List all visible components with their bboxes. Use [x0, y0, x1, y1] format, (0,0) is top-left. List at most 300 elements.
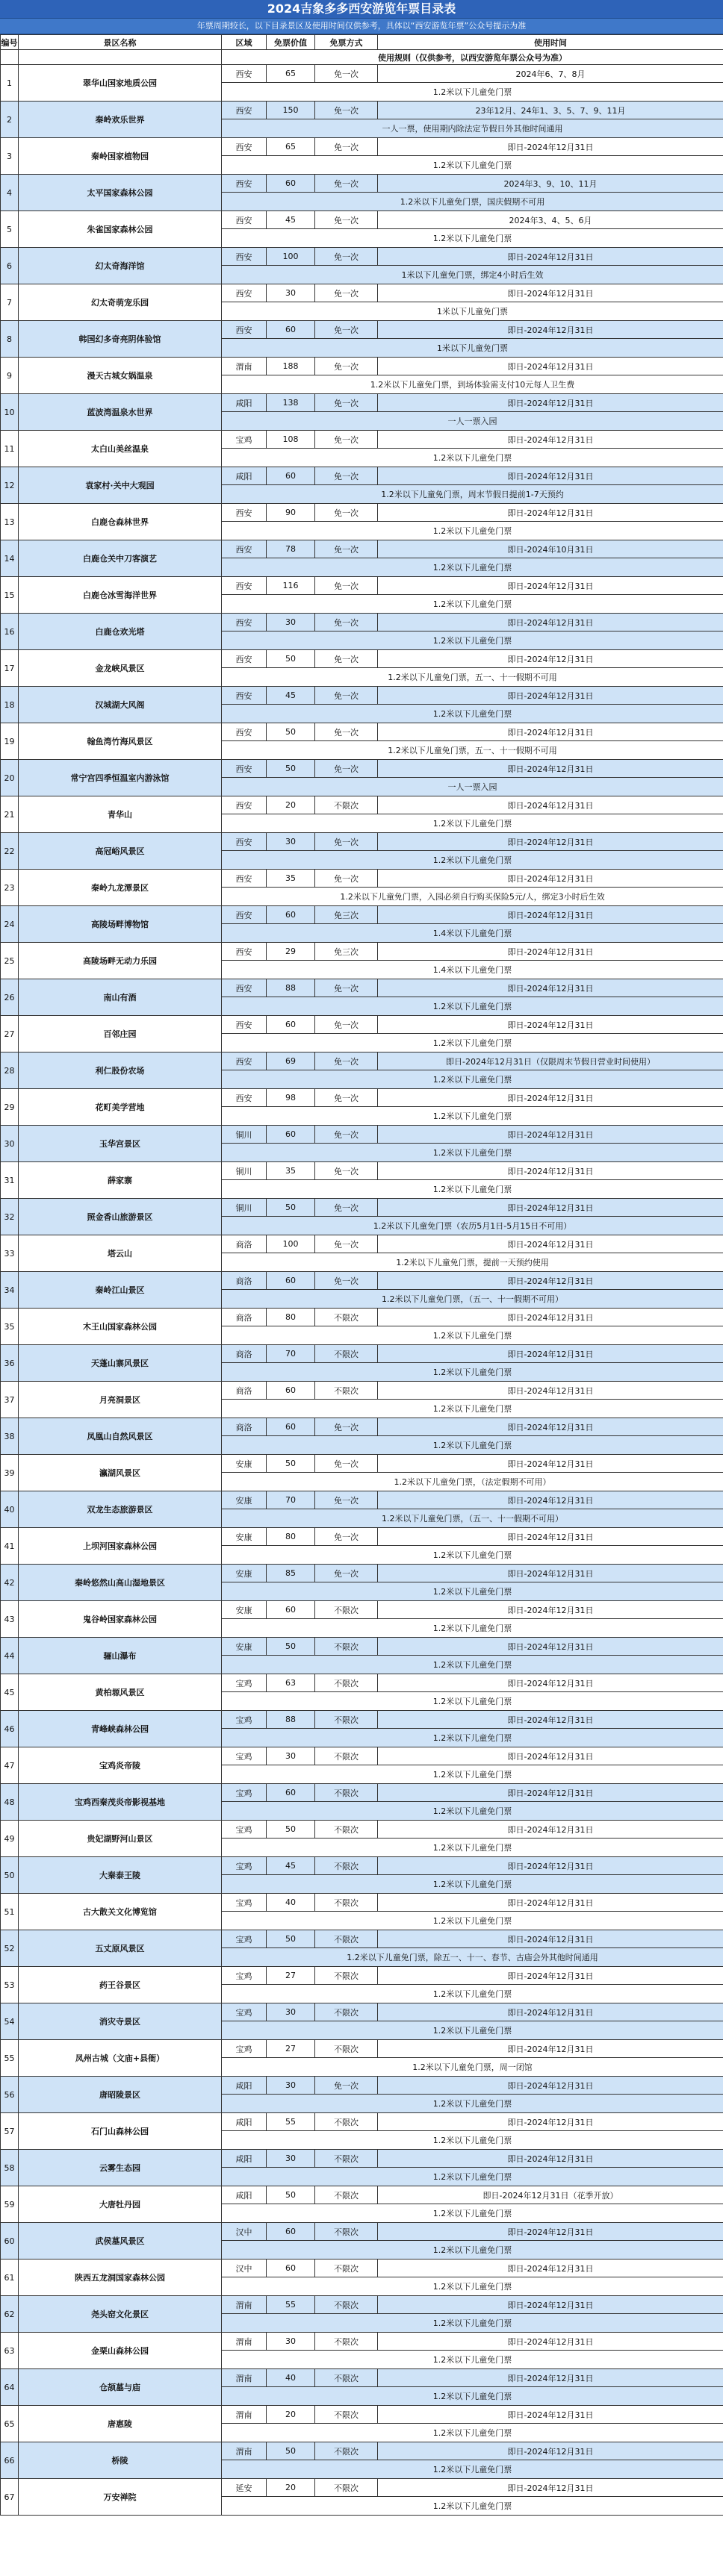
usage-time: 即日-2024年12月31日: [378, 1491, 723, 1509]
ticket-value: 60: [267, 1272, 315, 1290]
row-number: 66: [1, 2442, 19, 2479]
table-row: [1, 1528, 723, 1546]
ticket-value: 70: [267, 1491, 315, 1509]
row-number: 8: [1, 321, 19, 358]
ticket-value: 55: [267, 2296, 315, 2314]
row-number: 21: [1, 796, 19, 833]
table-row: [1, 943, 723, 961]
table-row: [1, 2260, 723, 2277]
region: 商洛: [222, 1418, 267, 1436]
exemption-mode: 免一次: [315, 979, 378, 997]
table-row: [1, 175, 723, 193]
ticket-value: 27: [267, 2040, 315, 2058]
ticket-value: 80: [267, 1528, 315, 1546]
exemption-mode: 免一次: [315, 358, 378, 375]
usage-time: 即日-2024年12月31日: [378, 1565, 723, 1582]
table-row: [1, 540, 723, 558]
usage-note: 1米以下儿童免门票，绑定4小时后生效: [222, 266, 723, 284]
usage-note: 1.2米以下儿童免门票: [222, 2424, 723, 2442]
region: 安康: [222, 1528, 267, 1546]
usage-note: 1.2米以下儿童免门票: [222, 1802, 723, 1821]
ticket-value: 60: [267, 1126, 315, 1144]
usage-note: 1.2米以下儿童免门票，除五一、十一、春节、古庙会外其他时间通用: [222, 1948, 723, 1967]
exemption-mode: 不限次: [315, 2369, 378, 2387]
table-row: [1, 1638, 723, 1656]
exemption-mode: 不限次: [315, 1638, 378, 1656]
usage-note: 1.2米以下儿童免门票: [222, 1985, 723, 2003]
table-row: [1, 2077, 723, 2095]
table-row: [1, 1052, 723, 1070]
usage-time: 即日-2024年12月31日: [378, 138, 723, 156]
region: 咸阳: [222, 2186, 267, 2204]
region: 宝鸡: [222, 1711, 267, 1729]
exemption-mode: 不限次: [315, 1345, 378, 1363]
region: 宝鸡: [222, 1894, 267, 1912]
region: 宝鸡: [222, 1784, 267, 1802]
ticket-value: 27: [267, 1967, 315, 1985]
table-row: [1, 358, 723, 375]
exemption-mode: 免一次: [315, 1272, 378, 1290]
row-number: 3: [1, 138, 19, 175]
exemption-mode: 不限次: [315, 1784, 378, 1802]
scenic-name: 药王谷景区: [19, 1967, 222, 2003]
scenic-name: 青峰峡森林公园: [19, 1711, 222, 1747]
scenic-name: 常宁宫四季恒温室内游泳馆: [19, 760, 222, 796]
row-number: 19: [1, 723, 19, 760]
region: 安康: [222, 1601, 267, 1619]
usage-time: 即日-2024年12月31日: [378, 943, 723, 961]
region: 宝鸡: [222, 431, 267, 449]
ticket-value: 85: [267, 1565, 315, 1582]
table-row: [1, 906, 723, 924]
row-number: 31: [1, 1162, 19, 1199]
exemption-mode: 免一次: [315, 211, 378, 229]
scenic-name: 袁家村·关中大观园: [19, 467, 222, 504]
exemption-mode: 免一次: [315, 1491, 378, 1509]
table-row: [1, 2003, 723, 2021]
catalog-table: [0, 34, 723, 2516]
table-row: [1, 650, 723, 668]
col-value: 免票价值: [267, 35, 315, 50]
row-number: 44: [1, 1638, 19, 1674]
ticket-value: 138: [267, 394, 315, 412]
region: 渭南: [222, 2333, 267, 2351]
col-region: 区域: [222, 35, 267, 50]
exemption-mode: 免一次: [315, 687, 378, 705]
col-time: 使用时间: [378, 35, 723, 50]
usage-time: 即日-2024年12月31日: [378, 284, 723, 302]
usage-time: 2024年6、7、8月: [378, 65, 723, 83]
scenic-name: 秦岭悠然山高山湿地景区: [19, 1565, 222, 1601]
row-number: 40: [1, 1491, 19, 1528]
exemption-mode: 不限次: [315, 2442, 378, 2460]
region: 西安: [222, 65, 267, 83]
ticket-value: 116: [267, 577, 315, 595]
exemption-mode: 免一次: [315, 1162, 378, 1180]
scenic-name: 仓颉墓与庙: [19, 2369, 222, 2406]
row-number: 33: [1, 1235, 19, 1272]
region: 西安: [222, 979, 267, 997]
usage-note: 1.2米以下儿童免门票: [222, 1144, 723, 1162]
ticket-value: 69: [267, 1052, 315, 1070]
usage-note: 1.2米以下儿童免门票: [222, 1070, 723, 1089]
table-row: [1, 1162, 723, 1180]
region: 西安: [222, 833, 267, 851]
exemption-mode: 免一次: [315, 284, 378, 302]
usage-note: 1.2米以下儿童免门票: [222, 558, 723, 577]
ticket-value: 60: [267, 1418, 315, 1436]
region: 商洛: [222, 1345, 267, 1363]
usage-note: 1.2米以下儿童免门票: [222, 1692, 723, 1711]
usage-note: 1.2米以下儿童免门票，国庆假期不可用: [222, 193, 723, 211]
usage-note: 一人一票入园: [222, 412, 723, 431]
usage-time: 即日-2024年12月31日: [378, 577, 723, 595]
scenic-name: 金栗山森林公园: [19, 2333, 222, 2369]
usage-note: 1.2米以下儿童免门票: [222, 2021, 723, 2040]
table-row: [1, 2442, 723, 2460]
exemption-mode: 不限次: [315, 2333, 378, 2351]
exemption-mode: 免一次: [315, 1052, 378, 1070]
table-row: [1, 1894, 723, 1912]
scenic-name: 百邻庄园: [19, 1016, 222, 1052]
usage-note: 1.2米以下儿童免门票（农历5月1日-5月15日不可用）: [222, 1217, 723, 1235]
exemption-mode: 不限次: [315, 1967, 378, 1985]
table-row: [1, 614, 723, 631]
exemption-mode: 不限次: [315, 2406, 378, 2424]
scenic-name: 大唐牡丹园: [19, 2186, 222, 2223]
scenic-name: 秦岭国家植物园: [19, 138, 222, 175]
scenic-name: 凤州古城（文庙+县衙）: [19, 2040, 222, 2077]
region: 西安: [222, 687, 267, 705]
ticket-value: 60: [267, 2260, 315, 2277]
usage-time: 即日-2024年12月31日: [378, 760, 723, 778]
usage-time: 即日-2024年12月31日: [378, 1967, 723, 1985]
table-row: [1, 723, 723, 741]
usage-note: 1.2米以下儿童免门票: [222, 2241, 723, 2260]
scenic-name: 木王山国家森林公园: [19, 1309, 222, 1345]
scenic-name: 陕西五龙洞国家森林公园: [19, 2260, 222, 2296]
row-number: 29: [1, 1089, 19, 1126]
exemption-mode: 不限次: [315, 1821, 378, 1839]
row-number: 38: [1, 1418, 19, 1455]
table-row: [1, 1967, 723, 1985]
row-number: 14: [1, 540, 19, 577]
usage-time: 即日-2024年12月31日: [378, 1674, 723, 1692]
region: 宝鸡: [222, 1967, 267, 1985]
table-row: [1, 2040, 723, 2058]
usage-time: 即日-2024年12月31日: [378, 796, 723, 814]
table-row: [1, 577, 723, 595]
ticket-value: 60: [267, 1016, 315, 1034]
row-number: 56: [1, 2077, 19, 2113]
region: 宝鸡: [222, 1930, 267, 1948]
usage-time: 即日-2024年12月31日: [378, 1455, 723, 1473]
exemption-mode: 免一次: [315, 833, 378, 851]
row-number: 59: [1, 2186, 19, 2223]
region: 西安: [222, 870, 267, 888]
usage-note: 1.2米以下儿童免门票: [222, 631, 723, 650]
region: 商洛: [222, 1235, 267, 1253]
ticket-value: 35: [267, 870, 315, 888]
region: 西安: [222, 321, 267, 339]
row-number: 50: [1, 1857, 19, 1894]
row-number: 6: [1, 248, 19, 284]
scenic-name: 贵妃湖野河山景区: [19, 1821, 222, 1857]
region: 安康: [222, 1565, 267, 1582]
region: 宝鸡: [222, 1857, 267, 1875]
ticket-value: 60: [267, 175, 315, 193]
usage-note: 1.2米以下儿童免门票，（五一、十一假期不可用）: [222, 1290, 723, 1309]
row-number: 36: [1, 1345, 19, 1382]
usage-note: 一人一票，使用期内除法定节假日外其他时间通用: [222, 119, 723, 138]
usage-note: 1.2米以下儿童免门票: [222, 2387, 723, 2406]
scenic-name: 朱雀国家森林公园: [19, 211, 222, 248]
usage-note: 1.2米以下儿童免门票: [222, 2314, 723, 2333]
usage-time: 即日-2024年12月31日: [378, 687, 723, 705]
usage-note: 1.2米以下儿童免门票: [222, 1656, 723, 1674]
usage-note: 1.2米以下儿童免门票: [222, 595, 723, 614]
region: 西安: [222, 248, 267, 266]
ticket-value: 40: [267, 1894, 315, 1912]
ticket-value: 30: [267, 833, 315, 851]
row-number: 55: [1, 2040, 19, 2077]
exemption-mode: 免一次: [315, 504, 378, 522]
table-row: [1, 1784, 723, 1802]
region: 铜川: [222, 1162, 267, 1180]
row-number: 61: [1, 2260, 19, 2296]
table-row: [1, 2406, 723, 2424]
exemption-mode: 免一次: [315, 138, 378, 156]
usage-note: 1.2米以下儿童免门票，入园必须自行购买保险5元/人，绑定3小时后生效: [222, 888, 723, 906]
usage-time: 即日-2024年12月31日: [378, 1930, 723, 1948]
scenic-name: 双龙生态旅游景区: [19, 1491, 222, 1528]
exemption-mode: 不限次: [315, 2040, 378, 2058]
usage-time: 即日-2024年12月31日: [378, 1601, 723, 1619]
usage-time: 即日-2024年12月31日: [378, 1528, 723, 1546]
table-row: [1, 1418, 723, 1436]
region: 汉中: [222, 2223, 267, 2241]
table-row: [1, 1016, 723, 1034]
usage-time: 即日-2024年12月31日: [378, 2003, 723, 2021]
exemption-mode: 免一次: [315, 2077, 378, 2095]
ticket-value: 45: [267, 1857, 315, 1875]
region: 咸阳: [222, 394, 267, 412]
usage-note: 1.2米以下儿童免门票: [222, 2095, 723, 2113]
table-row: [1, 2186, 723, 2204]
region: 商洛: [222, 1382, 267, 1400]
row-number: 4: [1, 175, 19, 211]
scenic-name: 薛家寨: [19, 1162, 222, 1199]
region: 咸阳: [222, 2150, 267, 2168]
table-row: [1, 1565, 723, 1582]
row-number: 42: [1, 1565, 19, 1601]
scenic-name: 上坝河国家森林公园: [19, 1528, 222, 1565]
ticket-value: 50: [267, 1930, 315, 1948]
region: 西安: [222, 723, 267, 741]
scenic-name: 秦岭欢乐世界: [19, 102, 222, 138]
exemption-mode: 不限次: [315, 2296, 378, 2314]
scenic-name: 骊山瀑布: [19, 1638, 222, 1674]
usage-note: 1.2米以下儿童免门票: [222, 2460, 723, 2479]
usage-time: 即日-2024年12月31日: [378, 321, 723, 339]
table-row: [1, 2479, 723, 2497]
usage-time: 即日-2024年12月31日: [378, 1784, 723, 1802]
scenic-name: 韩国幻多奇亮阴体验馆: [19, 321, 222, 358]
usage-note: 1.2米以下儿童免门票: [222, 1326, 723, 1345]
ticket-value: 50: [267, 1638, 315, 1656]
table-row: [1, 504, 723, 522]
table-row: [1, 1382, 723, 1400]
region: 咸阳: [222, 467, 267, 485]
usage-time: 即日-2024年12月31日: [378, 2406, 723, 2424]
usage-note: 1.2米以下儿童免门票: [222, 814, 723, 833]
region: 咸阳: [222, 2113, 267, 2131]
row-number: 67: [1, 2479, 19, 2516]
scenic-name: 瀛湖风景区: [19, 1455, 222, 1491]
exemption-mode: 免一次: [315, 321, 378, 339]
scenic-name: 白鹿仓关中刀客演艺: [19, 540, 222, 577]
region: 宝鸡: [222, 1821, 267, 1839]
scenic-name: 秦岭九龙潭景区: [19, 870, 222, 906]
exemption-mode: 免一次: [315, 1199, 378, 1217]
region: 安康: [222, 1491, 267, 1509]
row-number: 39: [1, 1455, 19, 1491]
region: 宝鸡: [222, 1674, 267, 1692]
row-number: 51: [1, 1894, 19, 1930]
scenic-name: 南山有酒: [19, 979, 222, 1016]
region: 咸阳: [222, 2077, 267, 2095]
scenic-name: 桥陵: [19, 2442, 222, 2479]
region: 西安: [222, 540, 267, 558]
region: 西安: [222, 650, 267, 668]
usage-time: 即日-2024年12月31日: [378, 1638, 723, 1656]
usage-time: 即日-2024年10月31日: [378, 540, 723, 558]
row-number: 57: [1, 2113, 19, 2150]
ticket-value: 40: [267, 2369, 315, 2387]
row-number: 15: [1, 577, 19, 614]
exemption-mode: 不限次: [315, 1674, 378, 1692]
scenic-name: 武侯墓风景区: [19, 2223, 222, 2260]
usage-note: 1.2米以下儿童免门票，（五一、十一假期不可用）: [222, 1509, 723, 1528]
scenic-name: 唐昭陵景区: [19, 2077, 222, 2113]
table-row: [1, 467, 723, 485]
col-no: 编号: [1, 35, 19, 50]
table-row: [1, 979, 723, 997]
table-row: [1, 1930, 723, 1948]
region: 西安: [222, 796, 267, 814]
ticket-value: 98: [267, 1089, 315, 1107]
exemption-mode: 免一次: [315, 650, 378, 668]
scenic-name: 幻太奇萌宠乐园: [19, 284, 222, 321]
ticket-value: 60: [267, 1382, 315, 1400]
ticket-value: 63: [267, 1674, 315, 1692]
region: 西安: [222, 577, 267, 595]
row-number: 12: [1, 467, 19, 504]
usage-time: 即日-2024年12月31日: [378, 870, 723, 888]
region: 铜川: [222, 1199, 267, 1217]
usage-note: 1.2米以下儿童免门票: [222, 2131, 723, 2150]
row-number: 25: [1, 943, 19, 979]
usage-time: 即日-2024年12月31日: [378, 358, 723, 375]
table-row: [1, 248, 723, 266]
row-number: 37: [1, 1382, 19, 1418]
region: 安康: [222, 1455, 267, 1473]
scenic-name: 古大散关文化博览馆: [19, 1894, 222, 1930]
scenic-name: 唐惠陵: [19, 2406, 222, 2442]
row-number: 43: [1, 1601, 19, 1638]
usage-note: 1.2米以下儿童免门票: [222, 229, 723, 248]
region: 铜川: [222, 1126, 267, 1144]
table-row: [1, 1491, 723, 1509]
region: 西安: [222, 138, 267, 156]
exemption-mode: 免一次: [315, 1528, 378, 1546]
usage-note: 1.2米以下儿童免门票: [222, 1912, 723, 1930]
region: 延安: [222, 2479, 267, 2497]
usage-time: 即日-2024年12月31日: [378, 1016, 723, 1034]
exemption-mode: 免一次: [315, 760, 378, 778]
table-body: [1, 65, 723, 2516]
row-number: 64: [1, 2369, 19, 2406]
usage-time: 即日-2024年12月31日: [378, 394, 723, 412]
usage-time: 即日-2024年12月31日: [378, 1711, 723, 1729]
exemption-mode: 不限次: [315, 2260, 378, 2277]
table-row: [1, 102, 723, 119]
ticket-value: 78: [267, 540, 315, 558]
row-number: 2: [1, 102, 19, 138]
table-row: [1, 2113, 723, 2131]
exemption-mode: 不限次: [315, 2003, 378, 2021]
exemption-mode: 免一次: [315, 65, 378, 83]
exemption-mode: 免一次: [315, 1126, 378, 1144]
scenic-name: 万安禅院: [19, 2479, 222, 2516]
page-title: 2024吉象多多西安游览年票目录表: [0, 0, 723, 19]
usage-time: 即日-2024年12月31日: [378, 650, 723, 668]
row-number: 47: [1, 1747, 19, 1784]
table-row: [1, 211, 723, 229]
table-row: [1, 1455, 723, 1473]
usage-note: 1.2米以下儿童免门票: [222, 1729, 723, 1747]
usage-note: 1.2米以下儿童免门票，提前一天预约使用: [222, 1253, 723, 1272]
ticket-value: 55: [267, 2113, 315, 2131]
row-number: 11: [1, 431, 19, 467]
usage-note: 1.2米以下儿童免门票: [222, 156, 723, 175]
table-row: [1, 1345, 723, 1363]
ticket-value: 20: [267, 2479, 315, 2497]
usage-time: 即日-2024年12月31日: [378, 2479, 723, 2497]
row-number: 22: [1, 833, 19, 870]
usage-note: 1.2米以下儿童免门票: [222, 83, 723, 102]
row-number: 30: [1, 1126, 19, 1162]
region: 西安: [222, 906, 267, 924]
usage-time: 即日-2024年12月31日: [378, 906, 723, 924]
scenic-name: 玉华宫景区: [19, 1126, 222, 1162]
usage-time: 即日-2024年12月31日: [378, 1235, 723, 1253]
table-row: [1, 2150, 723, 2168]
exemption-mode: 不限次: [315, 1382, 378, 1400]
table-row: [1, 1089, 723, 1107]
region: 西安: [222, 943, 267, 961]
usage-time: 即日-2024年12月31日: [378, 979, 723, 997]
ticket-value: 65: [267, 65, 315, 83]
usage-time: 即日-2024年12月31日: [378, 1089, 723, 1107]
usage-note: 1.2米以下儿童免门票: [222, 1582, 723, 1601]
scenic-name: 白鹿仓欢光塔: [19, 614, 222, 650]
exemption-mode: 免一次: [315, 467, 378, 485]
exemption-mode: 免一次: [315, 1418, 378, 1436]
scenic-name: 云雾生态园: [19, 2150, 222, 2186]
scenic-name: 翠华山国家地质公园: [19, 65, 222, 102]
usage-note: 1米以下儿童免门票: [222, 339, 723, 358]
